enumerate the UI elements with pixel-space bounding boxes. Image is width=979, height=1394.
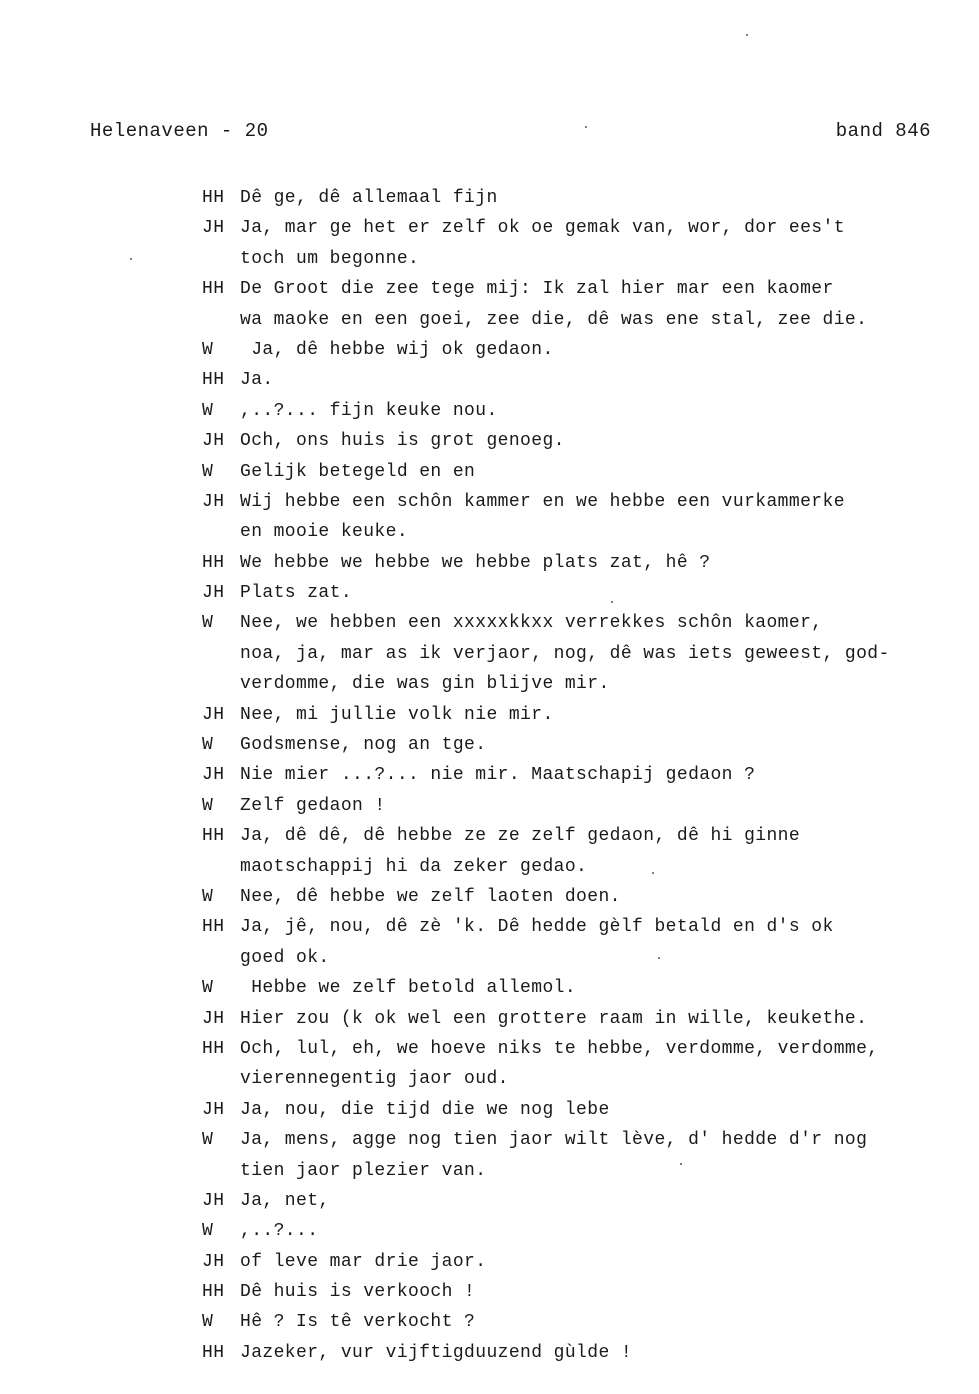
transcript-line (202, 305, 962, 335)
transcript-line (202, 791, 962, 821)
transcript-line (202, 426, 962, 456)
transcript-line (202, 882, 962, 912)
utterance-text: Godsmense, nog an tge. (240, 735, 487, 756)
utterance-text: Nee, we hebben een xxxxxkkxx verrekkes schôn kaomer, (240, 613, 823, 634)
transcript-line (202, 517, 962, 547)
utterance-text: wa maoke en een goei, zee die, dê was ene stal, zee die. (240, 309, 868, 330)
transcript-line (202, 1004, 962, 1034)
utterance-text: Och, ons huis is grot genoeg. (240, 431, 565, 452)
utterance-text: Wij hebbe een schôn kammer en we hebbe een vurkammerke (240, 491, 845, 512)
scan-speck (611, 601, 613, 603)
transcript-line (202, 1277, 962, 1307)
transcript-line (202, 1156, 962, 1186)
transcript-line (202, 639, 962, 669)
utterance-text: Ja, nou, die tijd die we nog lebe (240, 1099, 610, 1120)
transcript-line (202, 274, 962, 304)
transcript-line (202, 973, 962, 1003)
utterance-text: noa, ja, mar as ik verjaor, nog, dê was iets geweest, god- (240, 643, 890, 664)
transcript-line (202, 1338, 962, 1368)
speaker-label: W (202, 978, 214, 999)
speaker-label: W (202, 1221, 214, 1242)
utterance-text: Nie mier ...?... nie mir. Maatschapij gedaon ? (240, 765, 756, 786)
transcript-line (202, 943, 962, 973)
transcript-line (202, 730, 962, 760)
scan-speck (658, 957, 660, 959)
speaker-label: W (202, 339, 214, 360)
speaker-label: W (202, 735, 214, 756)
transcript-line (202, 457, 962, 487)
tape-number: band 846 (835, 120, 931, 142)
scan-speck (652, 872, 654, 874)
utterance-text: toch um begonne. (240, 248, 420, 269)
speaker-label: W (202, 886, 214, 907)
transcript-line (202, 244, 962, 274)
utterance-text: Gelijk betegeld en en (240, 461, 476, 482)
utterance-text: maotschappij hi da zeker gedao. (240, 856, 588, 877)
transcript-line (202, 852, 962, 882)
speaker-label: HH (202, 917, 225, 938)
speaker-label: W (202, 613, 214, 634)
transcript-line (202, 487, 962, 517)
speaker-label: JH (202, 1190, 225, 1211)
transcript-body (202, 183, 962, 1368)
transcript-line (202, 183, 962, 213)
utterance-text: ,..?... fijn keuke nou. (240, 400, 498, 421)
transcript-line (202, 1186, 962, 1216)
transcript-line (202, 1125, 962, 1155)
transcript-line (202, 365, 962, 395)
utterance-text: Dê ge, dê allemaal fijn (240, 188, 498, 208)
utterance-text: De Groot die zee tege mij: Ik zal hier mar een kaomer (240, 279, 834, 300)
utterance-text: Ja. (240, 370, 274, 391)
page-header-title: Helenaveen - 20 (90, 120, 269, 142)
speaker-label: HH (202, 188, 225, 208)
utterance-text: Hier zou (k ok wel een grottere raam in wille, keukethe. (240, 1008, 868, 1029)
speaker-label: JH (202, 1008, 225, 1029)
utterance-text: Dê huis is verkooch ! (240, 1282, 476, 1303)
speaker-label: JH (202, 218, 225, 239)
speaker-label: W (202, 795, 214, 816)
utterance-text: Hebbe we zelf betold allemol. (240, 978, 577, 999)
utterance-text: Ja, mar ge het er zelf ok oe gemak van, wor, dor ees't (240, 218, 845, 239)
utterance-text: verdomme, die was gin blijve mir. (240, 674, 610, 695)
utterance-text: Ja, mens, agge nog tien jaor wilt lève, d' hedde d'r nog (240, 1130, 868, 1151)
transcript-line (202, 1095, 962, 1125)
speaker-label: JH (202, 765, 225, 786)
speaker-label: HH (202, 370, 225, 391)
speaker-label: W (202, 1130, 214, 1151)
utterance-text: of leve mar drie jaor. (240, 1251, 487, 1272)
utterance-text: Zelf gedaon ! (240, 795, 386, 816)
utterance-text: Hê ? Is tê verkocht ? (240, 1312, 476, 1333)
speaker-label: JH (202, 704, 225, 725)
transcript-line (202, 213, 962, 243)
speaker-label: HH (202, 552, 225, 573)
utterance-text: en mooie keuke. (240, 522, 409, 543)
speaker-label: JH (202, 1099, 225, 1120)
speaker-label: W (202, 1312, 214, 1333)
utterance-text: Och, lul, eh, we hoeve niks te hebbe, verdomme, verdomme, (240, 1038, 879, 1059)
transcript-line (202, 548, 962, 578)
transcript-line (202, 912, 962, 942)
utterance-text: goed ok. (240, 947, 330, 968)
utterance-text: Ja, net, (240, 1190, 330, 1211)
transcript-line (202, 669, 962, 699)
speaker-label: HH (202, 279, 225, 300)
transcript-line (202, 608, 962, 638)
speaker-label: HH (202, 1282, 225, 1303)
utterance-text: ,..?... (240, 1221, 319, 1242)
scan-speck (746, 34, 748, 36)
utterance-text: Nee, mi jullie volk nie mir. (240, 704, 554, 725)
transcript-line (202, 760, 962, 790)
utterance-text: Nee, dê hebbe we zelf laoten doen. (240, 886, 621, 907)
transcript-line (202, 1247, 962, 1277)
transcript-line (202, 335, 962, 365)
utterance-text: tien jaor plezier van. (240, 1160, 487, 1181)
utterance-text: Plats zat. (240, 583, 353, 604)
scan-speck (585, 126, 587, 128)
speaker-label: HH (202, 826, 225, 847)
speaker-label: JH (202, 1251, 225, 1272)
speaker-label: JH (202, 491, 225, 512)
utterance-text: vierennegentig jaor oud. (240, 1069, 509, 1090)
transcript-line (202, 1064, 962, 1094)
speaker-label: HH (202, 1342, 225, 1363)
scan-speck (130, 258, 132, 260)
speaker-label: W (202, 400, 214, 421)
utterance-text: We hebbe we hebbe we hebbe plats zat, hê ? (240, 552, 711, 573)
speaker-label: W (202, 461, 214, 482)
transcript-line (202, 1034, 962, 1064)
transcript-line (202, 700, 962, 730)
scan-speck (680, 1163, 682, 1165)
speaker-label: HH (202, 1038, 225, 1059)
speaker-label: JH (202, 583, 225, 604)
transcript-line (202, 821, 962, 851)
transcript-line (202, 1216, 962, 1246)
transcript-line (202, 1307, 962, 1337)
transcript-line (202, 396, 962, 426)
speaker-label: JH (202, 431, 225, 452)
utterance-text: Jazeker, vur vijftigduuzend gùlde ! (240, 1342, 633, 1363)
transcript-line (202, 578, 962, 608)
utterance-text: Ja, dê hebbe wij ok gedaon. (240, 339, 554, 360)
utterance-text: Ja, dê dê, dê hebbe ze ze zelf gedaon, dê hi ginne (240, 826, 801, 847)
utterance-text: Ja, jê, nou, dê zè 'k. Dê hedde gèlf betald en d's ok (240, 917, 834, 938)
